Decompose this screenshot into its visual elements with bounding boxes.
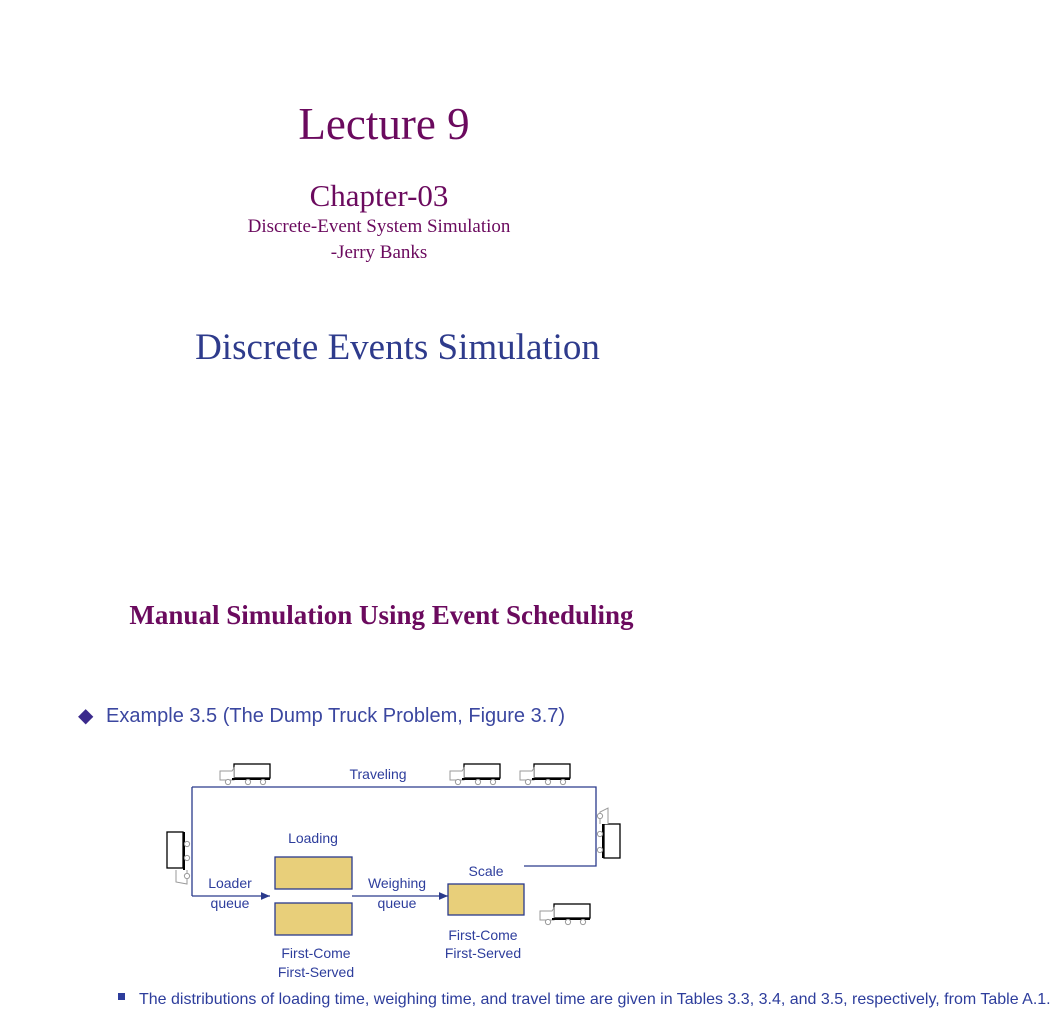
diamond-bullet-icon: ◆: [78, 705, 94, 727]
book-author: -Jerry Banks: [330, 242, 428, 263]
scale-discipline-2: First-Served: [444, 945, 522, 961]
loader-box-2: [275, 903, 352, 935]
truck-icon: [450, 764, 500, 785]
truck-icon: [520, 764, 570, 785]
weighing-queue-label-1: Weighing: [367, 875, 427, 891]
weighing-queue-label-2: queue: [377, 895, 417, 911]
chapter-title: Chapter-03: [309, 178, 449, 213]
traveling-label: Traveling: [349, 766, 407, 782]
travel-loop-line: [192, 787, 596, 866]
loader-box-1: [275, 857, 352, 889]
loading-label: Loading: [288, 830, 338, 846]
loader-queue-label-2: queue: [210, 895, 250, 911]
truck-icon: [540, 904, 590, 925]
square-bullet-icon: [118, 993, 125, 1000]
main-title: Discrete Events Simulation: [195, 327, 600, 368]
bullet-text: The distributions of loading time, weighing time, and travel time are given in Tables 3.3, 3.4, and 3.5, respectively, from Table A.1.: [139, 991, 1051, 1008]
loader-queue-label-1: Loader: [208, 875, 252, 891]
loading-discipline-1: First-Come: [281, 945, 351, 961]
truck-icon: [220, 764, 270, 785]
scale-discipline-1: First-Come: [448, 927, 518, 943]
scale-box: [448, 884, 524, 915]
loading-discipline-2: First-Served: [277, 964, 355, 980]
bullet-item: [118, 990, 1051, 1010]
book-title: Discrete-Event System Simulation: [247, 216, 511, 237]
truck-icon: [167, 832, 190, 884]
lecture-title: Lecture 9: [298, 99, 470, 149]
truck-icon: [597, 808, 620, 858]
example-text: Example 3.5 (The Dump Truck Problem, Figure 3.7): [106, 705, 566, 727]
scale-label: Scale: [468, 863, 504, 879]
section-title: Manual Simulation Using Event Scheduling: [129, 600, 634, 630]
